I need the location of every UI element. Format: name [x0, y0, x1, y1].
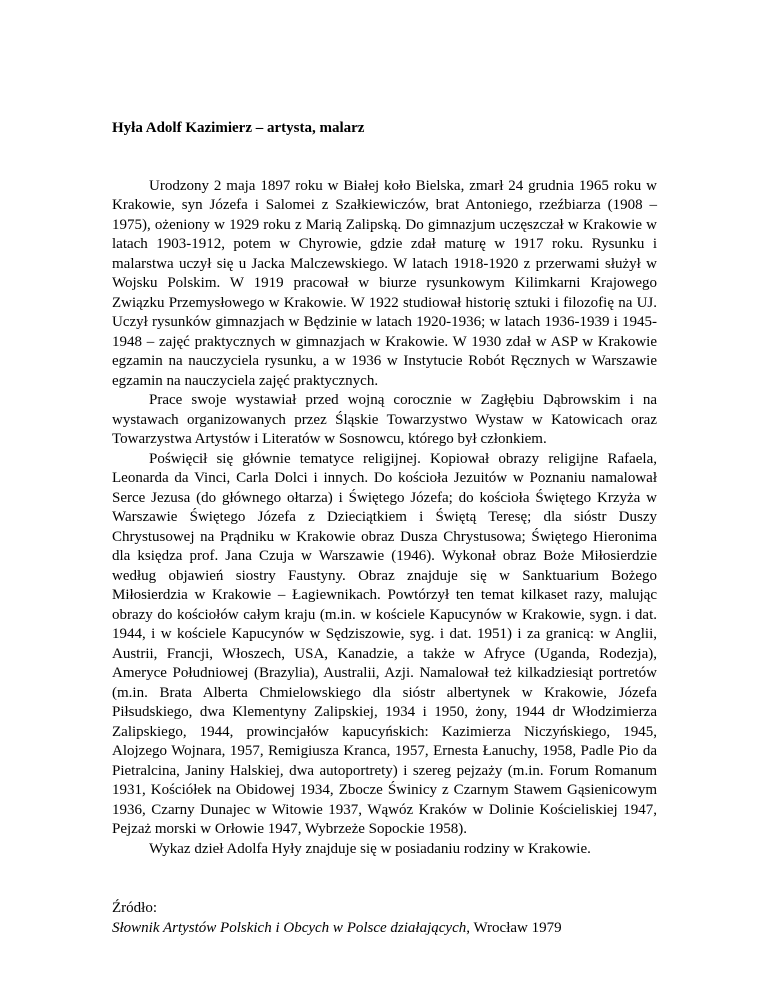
source-label: Źródło: [112, 900, 157, 916]
document-title: Hyła Adolf Kazimierz – artysta, malarz [112, 120, 365, 136]
source-section [112, 899, 657, 938]
paragraph-works: Poświęcił się głównie tematyce religijnej. Kopiował obrazy religijne Rafaela, Leonarda da Vinci, Carla Dolci i innych. Do kościoła Jezuitów w Poznaniu namalował Serce Jezusa (do głównego ołtarza) i Świętego Józefa; do kościoła Świętego Krzyża w Warszawie Świętego Józefa z Dzieciątkiem i Świętą Teresę; dla sióstr Duszy Chrystusowej na Prądniku w Krakowie obraz Dusza Chrystusowa; Świętego Hieronima dla księdza prof. Jana Czuja w Warszawie (1946). Wykonał obraz Boże Miłosierdzie według objawień siostry Faustyny. Obraz znajduje się w Sanktuarium Bożego Miłosierdzia w Krakowie – Łagiewnikach. Powtórzył ten temat kilkaset razy, malując obrazy do kościołów całym kraju (m.in. w kościele Kapucynów w Krakowie, sygn. i dat. 1944, i w kościele Kapucynów w Sędziszowie, syg. i dat. 1951) i za granicą: w Anglii, Austrii, Francji, Włoszech, USA, Kanadzie, a także w Afryce (Uganda, Rodezja), Ameryce Południowej (Brazylia), Australii, Azji. Namalował też kilkadziesiąt portretów (m.in. Brata Alberta Chmielowskiego dla sióstr albertynek w Krakowie, Józefa Piłsudskiego, dwa Klementyny Zalipskiej, 1934 i 1950, żony, 1944 dr Włodzimierza Zalipskiego, 1944, prowincjałów kapucyńskich: Kazimierza Niczyńskiego, 1945, Alojzego Wojnara, 1957, Remigiusza Kranca, 1957, Ernesta Łanuchy, 1958, Padle Pio da Pietralcina, Janiny Halskiej, dwa autoportrety) i szereg pejzaży (m.in. Forum Romanum 1931, Kościółek na Obidowej 1934, Zbocze Świnicy z Czarnym Stawem Gąsienicowym 1936, Czarny Dunajec w Witowie 1937, Wąwóz Kraków w Dolinie Kościeliskiej 1947, Pejzaż morski w Orłowie 1947, Wybrzeże Sopockie 1958). [112, 450, 657, 837]
paragraph-exhibitions: Prace swoje wystawiał przed wojną corocznie w Zagłębiu Dąbrowskim i na wystawach organizowanych przez Śląskie Towarzystwo Wystaw w Katowicach oraz Towarzystwa Artystów i Literatów w Sosnowcu, którego był członkiem. [112, 392, 657, 447]
document-page [112, 119, 657, 938]
source-title: Słownik Artystów Polskich i Obcych w Polsce działających [112, 919, 467, 936]
paragraph-catalogue: Wykaz dzieł Adolfa Hyły znajduje się w posiadaniu rodziny w Krakowie. [149, 840, 591, 857]
source-rest: , Wrocław 1979 [466, 919, 562, 936]
source-citation [112, 919, 657, 939]
paragraph-biography: Urodzony 2 maja 1897 roku w Białej koło Bielska, zmarł 24 grudnia 1965 roku w Krakowie, syn Józefa i Salomei z Szałkiewiczów, brat Antoniego, rzeźbiarza (1908 – 1975), ożeniony w 1929 roku z Marią Zalipską. Do gimnazjum uczęszczał w Krakowie w latach 1903-1912, potem w Chyrowie, gdzie zdał maturę w 1917 roku. Rysunku i malarstwa uczył się u Jacka Malczewskiego. W latach 1918-1920 z przerwami służył w Wojsku Polskim. W 1919 pracował w biurze rysunkowym Kilimkarni Krajowego Związku Przemysłowego w Krakowie. W 1922 studiował historię sztuki i filozofię na UJ. Uczył rysunków gimnazjach w Będzinie w latach 1920-1936; w latach 1936-1939 i 1945-1948 – zajęć praktycznych w gimnazjach w Krakowie. W 1930 zdał w ASP w Krakowie egzamin na nauczyciela rysunku, a w 1936 w Instytucie Robót Ręcznych w Warszawie egzamin na nauczyciela zajęć praktycznych. [112, 177, 657, 389]
